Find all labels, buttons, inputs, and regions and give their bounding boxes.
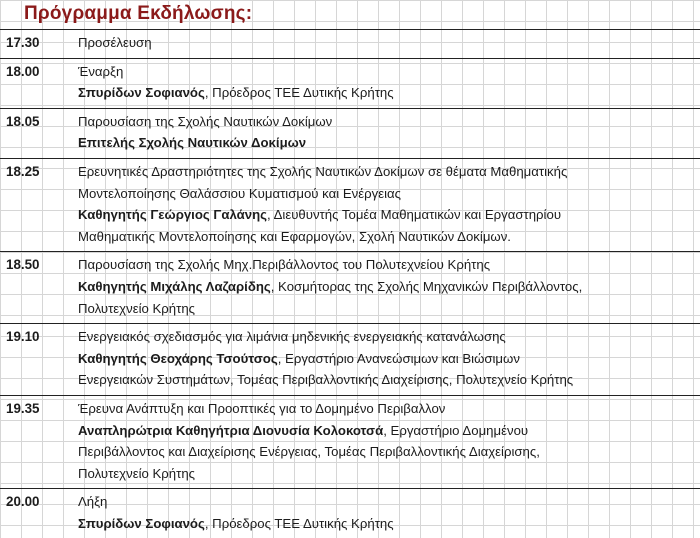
row-speaker: Αναπληρώτρια Καθηγήτρια Διονυσία Κολοκοτσά — [78, 422, 384, 438]
row-speaker-line — [78, 276, 690, 298]
row-time: 20.00 — [6, 494, 40, 510]
row-affiliation: , Πρόεδρος ΤΕΕ Δυτικής Κρήτης — [204, 85, 394, 101]
row-affiliation: , Πρόεδρος ΤΕΕ Δυτικής Κρήτης — [204, 515, 394, 531]
row-affiliation: Πολυτεχνείο Κρήτης — [78, 300, 196, 316]
schedule-row — [0, 323, 700, 395]
row-affiliation: , Εργαστήριο Δομημένου — [383, 422, 529, 438]
row-activity: Μοντελοποίησης Θαλάσσιου Κυματισμού και Ενέργειας — [78, 185, 401, 201]
row-speaker: Σπυρίδων Σοφιανός — [78, 85, 205, 101]
row-speaker: Καθηγητής Γεώργιος Γαλάνης — [78, 207, 267, 223]
row-affiliation: Πολυτεχνείο Κρήτης — [78, 465, 196, 481]
row-affiliation: Περιβάλλοντος και Διαχείρισης Ενέργειας, Τομέας Περιβαλλοντικής Διαχείρισης, — [78, 444, 540, 460]
schedule-row — [0, 488, 700, 538]
row-speaker-line — [78, 420, 690, 442]
row-speaker-line — [78, 348, 690, 370]
row-speaker-line — [78, 513, 690, 535]
schedule-row — [0, 251, 700, 323]
row-activity: Έρευνα Ανάπτυξη και Προοπτικές για το Δομημένο Περιβαλλον — [78, 400, 446, 416]
row-time: 18.50 — [6, 257, 40, 273]
row-affiliation: Ενεργειακών Συστημάτων, Τομέας Περιβαλλοντικής Διαχείρισης, Πολυτεχνείο Κρήτης — [78, 372, 574, 388]
row-speaker: Καθηγητής Μιχάλης Λαζαρίδης — [78, 278, 271, 294]
row-time: 17.30 — [6, 35, 40, 50]
schedule-row — [0, 395, 700, 488]
row-affiliation: Μαθηματικής Μοντελοποίησης και Εφαρμογών, Σχολή Ναυτικών Δοκίμων. — [78, 228, 511, 244]
row-activity: Λήξη — [78, 494, 108, 510]
row-speaker: Επιτελής Σχολής Ναυτικών Δοκίμων — [78, 135, 307, 151]
row-affiliation: , Διευθυντής Τομέα Μαθηματικών και Εργαστηρίου — [266, 207, 562, 223]
schedule-row — [0, 108, 700, 158]
row-time: 18.00 — [6, 63, 40, 79]
event-schedule — [0, 29, 700, 538]
row-time: 19.10 — [6, 329, 40, 345]
row-time: 18.05 — [6, 113, 40, 129]
row-affiliation: , Εργαστήριο Ανανεώσιμων και Βιώσιμων — [277, 350, 520, 366]
row-activity: Προσέλευση — [78, 35, 152, 50]
schedule-row — [0, 158, 700, 251]
row-speaker: Σπυρίδων Σοφιανός — [78, 515, 205, 531]
row-speaker-line — [78, 82, 690, 104]
row-time: 19.35 — [6, 400, 40, 416]
schedule-row — [0, 29, 700, 58]
row-activity: Παρουσίαση της Σχολής Ναυτικών Δοκίμων — [78, 113, 333, 129]
row-activity: Έναρξη — [78, 63, 124, 79]
row-time: 18.25 — [6, 163, 40, 179]
row-speaker: Καθηγητής Θεοχάρης Τσούτσος — [78, 350, 278, 366]
schedule-row — [0, 58, 700, 108]
row-activity: Ενεργειακός σχεδιασμός για λιμάνια μηδενικής ενεργειακής κατανάλωσης — [78, 329, 506, 345]
row-speaker-line — [78, 204, 690, 226]
row-activity: Ερευνητικές Δραστηριότητες της Σχολής Ναυτικών Δοκίμων σε θέματα Μαθηματικής — [78, 163, 568, 179]
row-activity: Παρουσίαση της Σχολής Μηχ.Περιβάλλοντος του Πολυτεχνείου Κρήτης — [78, 257, 491, 273]
page-title: Πρόγραμμα Εκδήλωσης: — [24, 3, 253, 24]
row-affiliation: , Κοσμήτορας της Σχολής Μηχανικών Περιβάλλοντος, — [270, 278, 583, 294]
